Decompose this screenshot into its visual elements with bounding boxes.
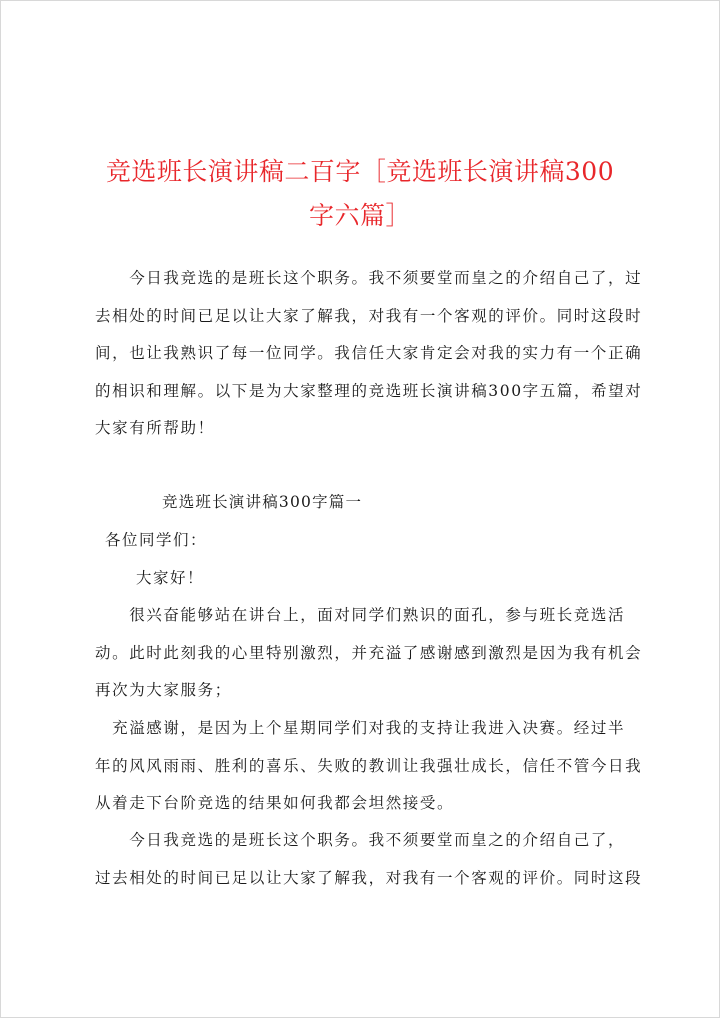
paragraph-line: 充溢感谢，是因为上个星期同学们对我的支持让我进入决赛。经过半	[95, 719, 626, 737]
paragraph-line: 年的风风雨雨、胜利的喜乐、失败的教训让我强壮成长，信任不管今日我	[95, 756, 643, 775]
paragraph-line: 从着走下台阶竞选的结果如何我都会坦然接受。	[95, 794, 455, 812]
intro-line: 间，也让我熟识了每一位同学。我信任大家肯定会对我的实力有一个正确	[95, 344, 643, 362]
intro-line: 今日我竞选的是班长这个职务。我不须要堂而皇之的介绍自己了，过	[95, 269, 643, 287]
body-paragraph-2	[95, 710, 643, 823]
body-paragraph-3	[95, 822, 643, 897]
paragraph-line: 很兴奋能够站在讲台上，面对同学们熟识的面孔，参与班长竞选活	[95, 606, 626, 624]
title-line-1: 竞选班长演讲稿二百字［竞选班长演讲稿300	[105, 157, 615, 186]
intro-paragraph	[95, 260, 643, 448]
title-line-2: 字六篇］	[308, 201, 411, 230]
paragraph-line: 再次为大家服务；	[95, 681, 232, 699]
greeting: 大家好！	[136, 569, 205, 587]
body-paragraph-1	[95, 597, 643, 710]
intro-line: 去相处的时间已足以让大家了解我，对我有一个客观的评价。同时这段时	[95, 306, 643, 325]
salutation: 各位同学们：	[105, 531, 208, 549]
section-heading: 竞选班长演讲稿300字篇一	[162, 493, 363, 511]
intro-line: 的相识和理解。以下是为大家整理的竞选班长演讲稿300字五篇，希望对	[95, 381, 643, 400]
paragraph-line: 动。此时此刻我的心里特别激烈，并充溢了感谢感到激烈是因为我有机会	[95, 643, 643, 662]
paragraph-line: 今日我竞选的是班长这个职务。我不须要堂而皇之的介绍自己了，	[95, 831, 626, 849]
intro-line: 大家有所帮助！	[95, 419, 215, 437]
paragraph-line: 过去相处的时间已足以让大家了解我，对我有一个客观的评价。同时这段	[95, 868, 643, 887]
document-title	[80, 150, 640, 238]
